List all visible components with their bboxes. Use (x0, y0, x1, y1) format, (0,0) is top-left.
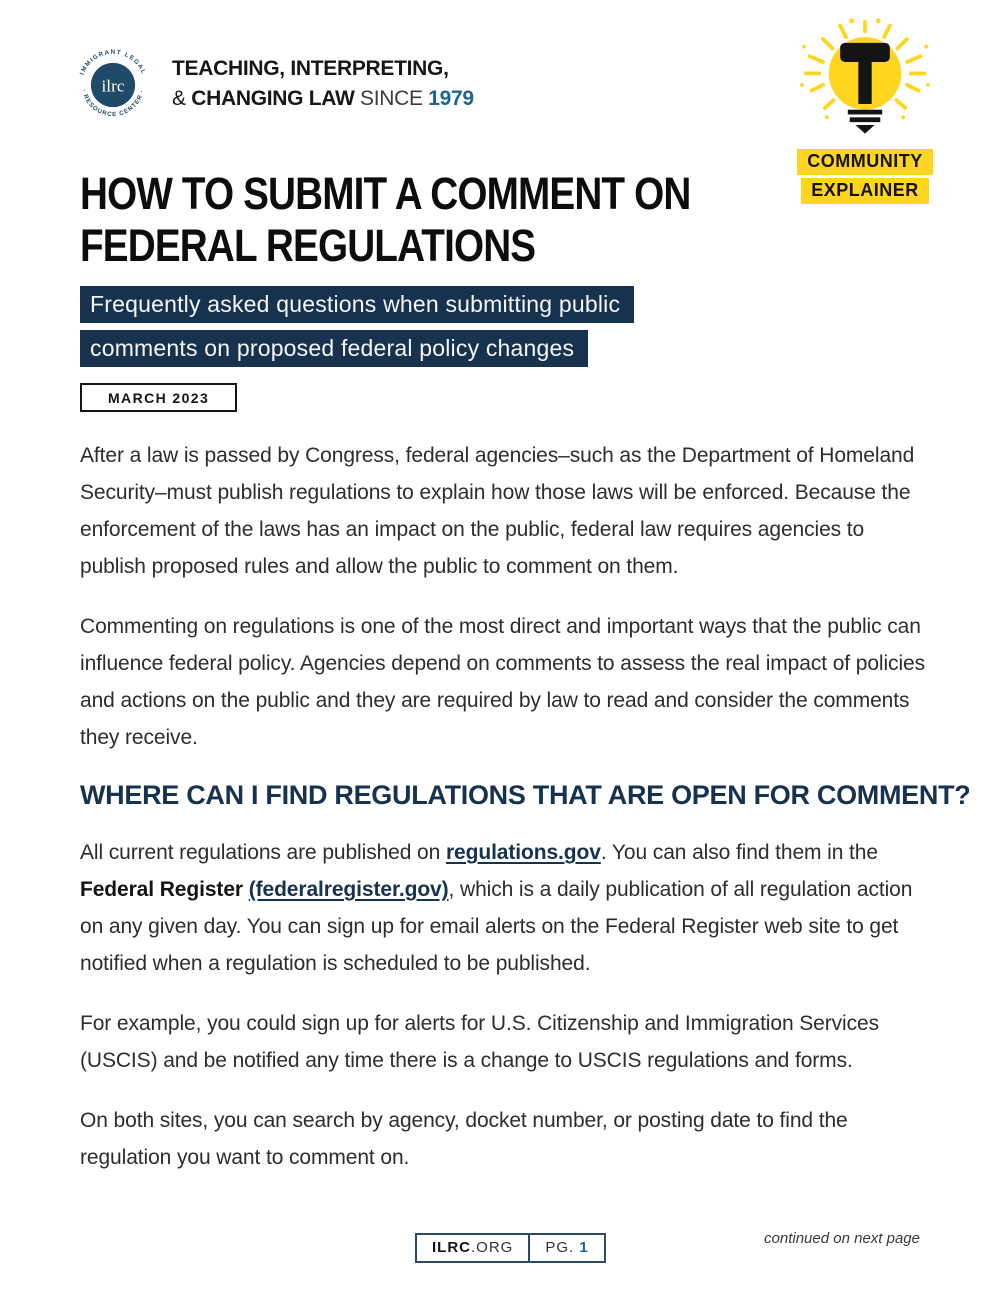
paragraph-search-tips: On both sites, you can search by agency, docket number, or posting date to find the regulation you want to comment on. (80, 1109, 848, 1169)
text-segment: . You can also find them in the (600, 841, 878, 864)
section-heading-where-to-find: WHERE CAN I FIND REGULATIONS THAT ARE OPEN FOR COMMENT? (80, 780, 971, 810)
page-title (80, 168, 790, 272)
body-content (80, 437, 971, 1199)
date-badge: MARCH 2023 (80, 383, 237, 412)
subtitle-line1: Frequently asked questions when submitting public (80, 286, 634, 323)
badge-label-community: COMMUNITY (797, 149, 933, 175)
logo-ring-bottom: · RESOURCE CENTER · (80, 88, 146, 119)
footer-site-tld: .ORG (471, 1239, 514, 1256)
footer-site (417, 1235, 528, 1261)
community-explainer-badge (790, 18, 940, 204)
inline-link[interactable]: (federalregister.gov) (248, 878, 449, 901)
paragraph-uscis-example: For example, you could sign up for alerts for U.S. Citizenship and Immigration Services (USCIS) and be notified any time there is a change to USCIS regulations and forms. (80, 1012, 879, 1072)
text-segment: Federal Register (80, 878, 243, 901)
footer-page (528, 1235, 603, 1261)
lightbulb-gavel-icon (797, 18, 933, 146)
org-tagline (172, 54, 474, 114)
tagline-since: SINCE (360, 87, 423, 110)
badge-label-explainer: EXPLAINER (801, 178, 929, 204)
logo-abbr: ilrc (101, 76, 125, 96)
page-title-line1: HOW TO SUBMIT A COMMENT ON (80, 168, 691, 219)
footer-site-name: ILRC (432, 1239, 471, 1256)
paragraph-why-comment: Commenting on regulations is one of the most direct and important ways that the public can influence federal policy. Agencies depend on comments to assess the real impact of policies and actions on the public and they are required by law to read and consider the comments they receive. (80, 615, 925, 749)
subtitle (80, 286, 634, 374)
subtitle-line2: comments on proposed federal policy changes (80, 330, 588, 367)
tagline-ampersand: & (172, 87, 186, 110)
paragraph-intro: After a law is passed by Congress, federal agencies–such as the Department of Homeland Security–must publish regulations to explain how those laws will be enforced. Because the enforcement of the laws has an impact on the public, federal law requires agencies to publish proposed rules and allow the public to comment on them. (80, 444, 915, 578)
continued-note: continued on next page (764, 1230, 920, 1247)
ilrc-logo (72, 44, 154, 126)
text-segment: , which is a daily publication of all regulation action on any given day. You can sign up for email alerts on the Federal Register web site to get notified when a regulation is scheduled to be published. (80, 878, 913, 975)
text-segment: All current regulations are published on (80, 841, 446, 864)
tagline-line1: TEACHING, INTERPRETING, (172, 57, 449, 80)
tagline-changing-law: CHANGING LAW (191, 87, 355, 110)
tagline-line2 (172, 84, 474, 114)
page-title-line2: FEDERAL REGULATIONS (80, 220, 536, 271)
paragraph-where-published (80, 834, 925, 982)
inline-link[interactable]: regulations.gov (445, 841, 601, 864)
footer-page-number: 1 (579, 1239, 589, 1256)
tagline-year: 1979 (428, 87, 474, 110)
logo-ring-top: IMMIGRANT LEGAL (78, 48, 148, 76)
footer-page-label: PG. (545, 1239, 575, 1256)
footer-box (415, 1233, 606, 1263)
